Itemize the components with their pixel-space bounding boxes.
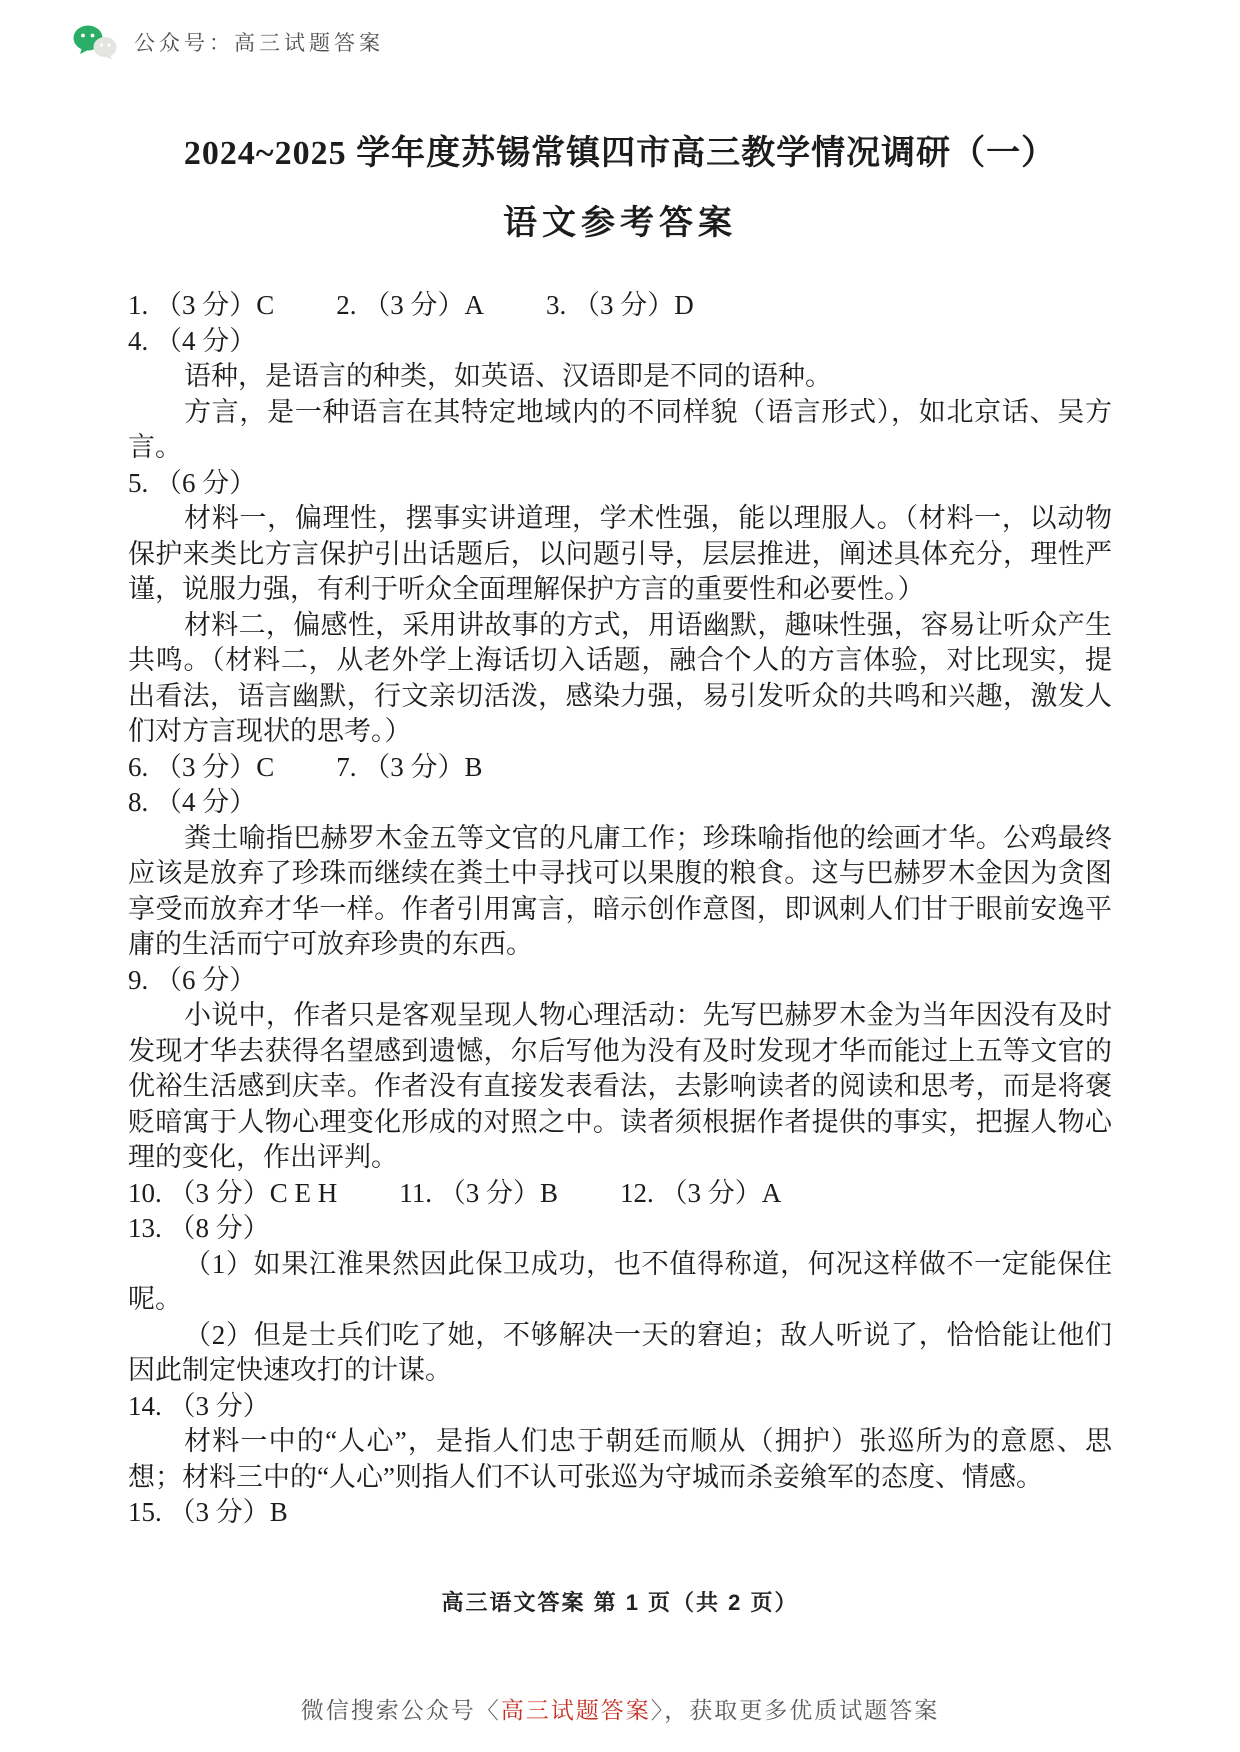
answer-9: 小说中，作者只是客观呈现人物心理活动：先写巴赫罗木金为当年因没有及时发现才华去获得名望感到遗憾，尔后写他为没有及时发现才华而能过上五等文官的优裕生活感到庆幸。作者没有直接发表看法，去影响读者的阅读和思考，而是将褒贬暗寓于人物心理变化形成的对照之中。读者须根据作者提供的事实，把握人物心理的变化，作出评判。 — [128, 1000, 1112, 1172]
answer-13-part-2: （2）但是士兵们吃了她，不够解决一天的窘迫；敌人听说了，恰恰能让他们因此制定快速攻打的计谋。 — [128, 1319, 1112, 1385]
brand-label: 公众号：高三试题答案 — [134, 32, 384, 55]
answer-10: 10. （3 分）C E H — [128, 1177, 338, 1208]
answer-2: 2. （3 分）A — [336, 290, 485, 320]
question-13-score: 13. （8 分） — [128, 1213, 270, 1243]
answer-body — [128, 288, 1112, 1531]
answer-14: 材料一中的“人心”，是指人们忠于朝廷而顺从（拥护）张巡所为的意愿、思想；材料三中的“人心”则指人们不认可张巡为守城而杀妾飨军的态度、情感。 — [128, 1426, 1112, 1492]
brand-header — [72, 24, 384, 60]
question-5-score: 5. （6 分） — [128, 467, 257, 498]
document-subtitle: 语文参考答案 — [503, 205, 737, 242]
question-8-score: 8. （4 分） — [128, 787, 257, 817]
answer-row-6-7 — [128, 750, 1112, 786]
answer-1: 1. （3 分）C — [128, 290, 275, 320]
wechat-icon — [72, 24, 118, 60]
promo-highlight: 高三试题答案 — [500, 1698, 651, 1723]
answer-8: 粪土喻指巴赫罗木金五等文官的凡庸工作；珍珠喻指他的绘画才华。公鸡最终应该是放弃了珍珠而继续在粪土中寻找可以果腹的粮食。这与巴赫罗木金因为贪图享受而放弃才华一样。作者引用寓言，暗示创作意图，即讽刺人们甘于眼前安逸平庸的生活而宁可放弃珍贵的东西。 — [128, 822, 1112, 959]
question-14-score: 14. （3 分） — [128, 1390, 270, 1421]
promo-suffix: 〉，获取更多优质试题答案 — [650, 1698, 940, 1723]
page-number-label: 高三语文答案 第 1 页（共 2 页） — [441, 1590, 799, 1615]
answer-5-material-1: 材料一，偏理性，摆事实讲道理，学术性强，能以理服人。（材料一，以动物保护来类比方言保护引出话题后，以问题引导，层层推进，阐述具体充分，理性严谨，说服力强，有利于听众全面理解保护方言的重要性和必要性。） — [128, 503, 1112, 604]
answer-4-line-2: 方言，是一种语言在其特定地域内的不同样貌（语言形式），如北京话、吴方言。 — [128, 396, 1112, 462]
answer-6: 6. （3 分）C — [128, 751, 275, 782]
question-9-score: 9. （6 分） — [128, 964, 257, 995]
answer-3: 3. （3 分）D — [546, 290, 694, 320]
answer-5-material-2: 材料二，偏感性，采用讲故事的方式，用语幽默，趣味性强，容易让听众产生共鸣。（材料二，从老外学上海话切入话题，融合个人的方言体验，对比现实，提出看法，语言幽默，行文亲切活泼，感染力强，易引发听众的共鸣和兴趣，激发人们对方言现状的思考。） — [128, 609, 1112, 746]
answer-11: 11. （3 分）B — [399, 1177, 559, 1208]
answer-13-part-1: （1）如果江淮果然因此保卫成功，也不值得称道，何况这样做不一定能保住呢。 — [128, 1248, 1112, 1314]
answer-15: 15. （3 分）B — [128, 1497, 288, 1527]
answer-row-1-3 — [128, 288, 1112, 324]
answer-row-10-12 — [128, 1176, 1112, 1212]
answer-7: 7. （3 分）B — [336, 751, 483, 782]
question-4-score: 4. （4 分） — [128, 325, 257, 356]
answer-12: 12. （3 分）A — [620, 1177, 782, 1208]
promo-prefix: 微信搜索公众号〈 — [300, 1698, 501, 1723]
promo-line — [0, 1692, 1240, 1725]
document-title: 2024~2025 学年度苏锡常镇四市高三教学情况调研（一） — [183, 135, 1057, 172]
answer-4-line-1: 语种，是语言的种类，如英语、汉语即是不同的语种。 — [184, 361, 832, 391]
